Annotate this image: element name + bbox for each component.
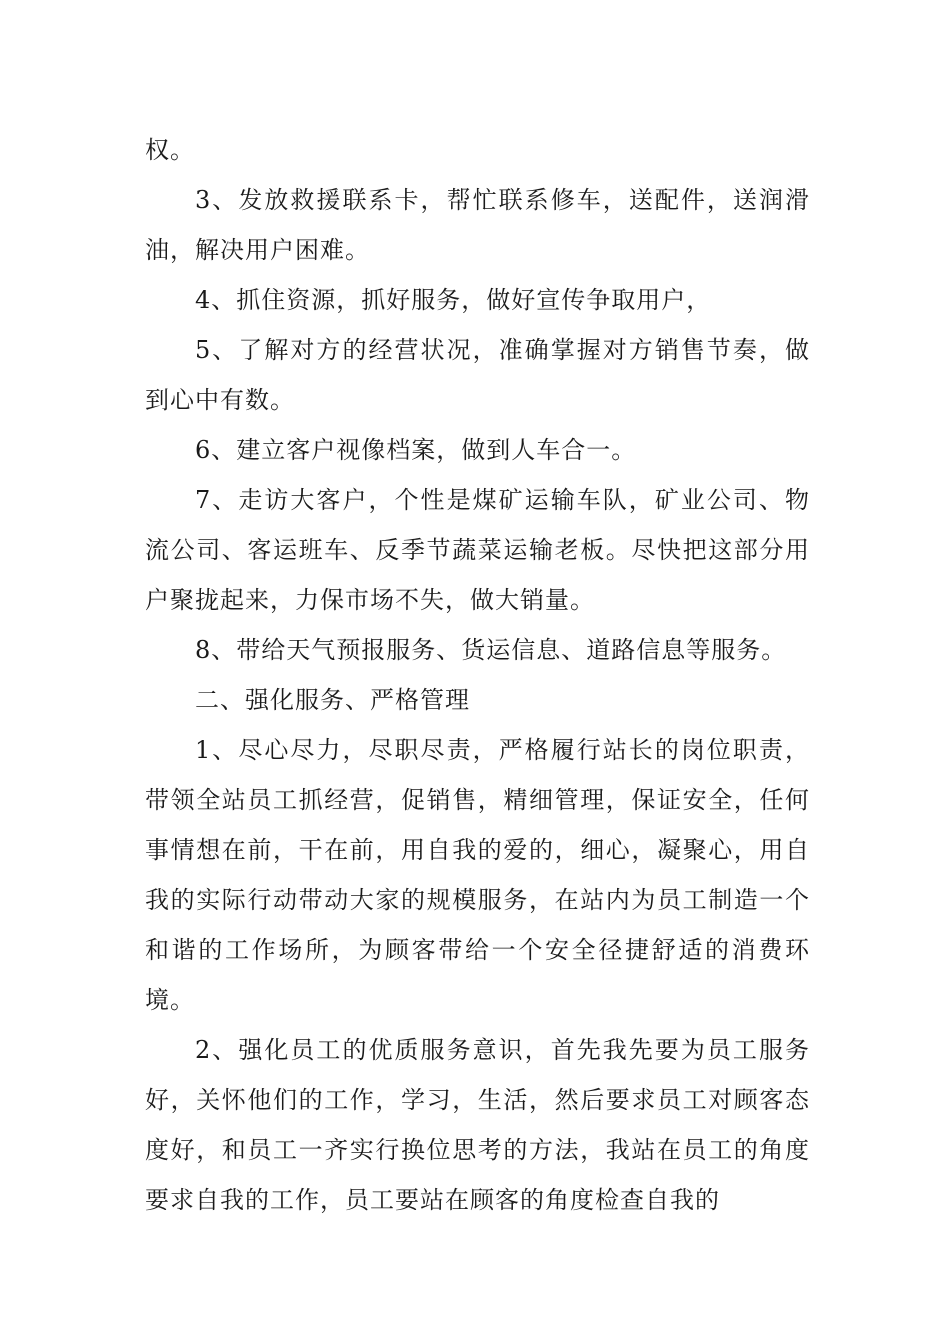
paragraph-8: 1、尽心尽力，尽职尽责，严格履行站长的岗位职责，带领全站员工抓经营，促销售，精细管理，保证安全，任何事情想在前，干在前，用自我的爱的，细心，凝聚心，用自我的实际行动带动大家的规模服务，在站内为员工制造一个和谐的工作场所，为顾客带给一个安全径捷舒适的消费环境。 — [145, 736, 810, 1014]
paragraph-7: 8、带给天气预报服务、货运信息、道路信息等服务。 — [195, 636, 787, 664]
paragraph-4: 5、了解对方的经营状况，准确掌握对方销售节奏，做到心中有数。 — [145, 336, 810, 414]
paragraph-2: 3、发放救援联系卡，帮忙联系修车，送配件，送润滑油，解决用户困难。 — [145, 186, 810, 264]
section-heading: 二、强化服务、严格管理 — [195, 686, 470, 714]
paragraph-3: 4、抓住资源，抓好服务，做好宣传争取用户， — [195, 286, 712, 314]
paragraph-9: 2、强化员工的优质服务意识，首先我先要为员工服务好，关怀他们的工作，学习，生活，然后要求员工对顾客态度好，和员工一齐实行换位思考的方法，我站在员工的角度要求自我的工作，员工要站在顾客的角度检查自我的 — [145, 1036, 810, 1214]
paragraph-1: 权。 — [145, 136, 195, 164]
paragraph-6: 7、走访大客户，个性是煤矿运输车队，矿业公司、物流公司、客运班车、反季节蔬菜运输老板。尽快把这部分用户聚拢起来，力保市场不失，做大销量。 — [145, 486, 810, 614]
paragraph-5: 6、建立客户视像档案，做到人车合一。 — [195, 436, 637, 464]
document-body — [145, 125, 810, 1225]
